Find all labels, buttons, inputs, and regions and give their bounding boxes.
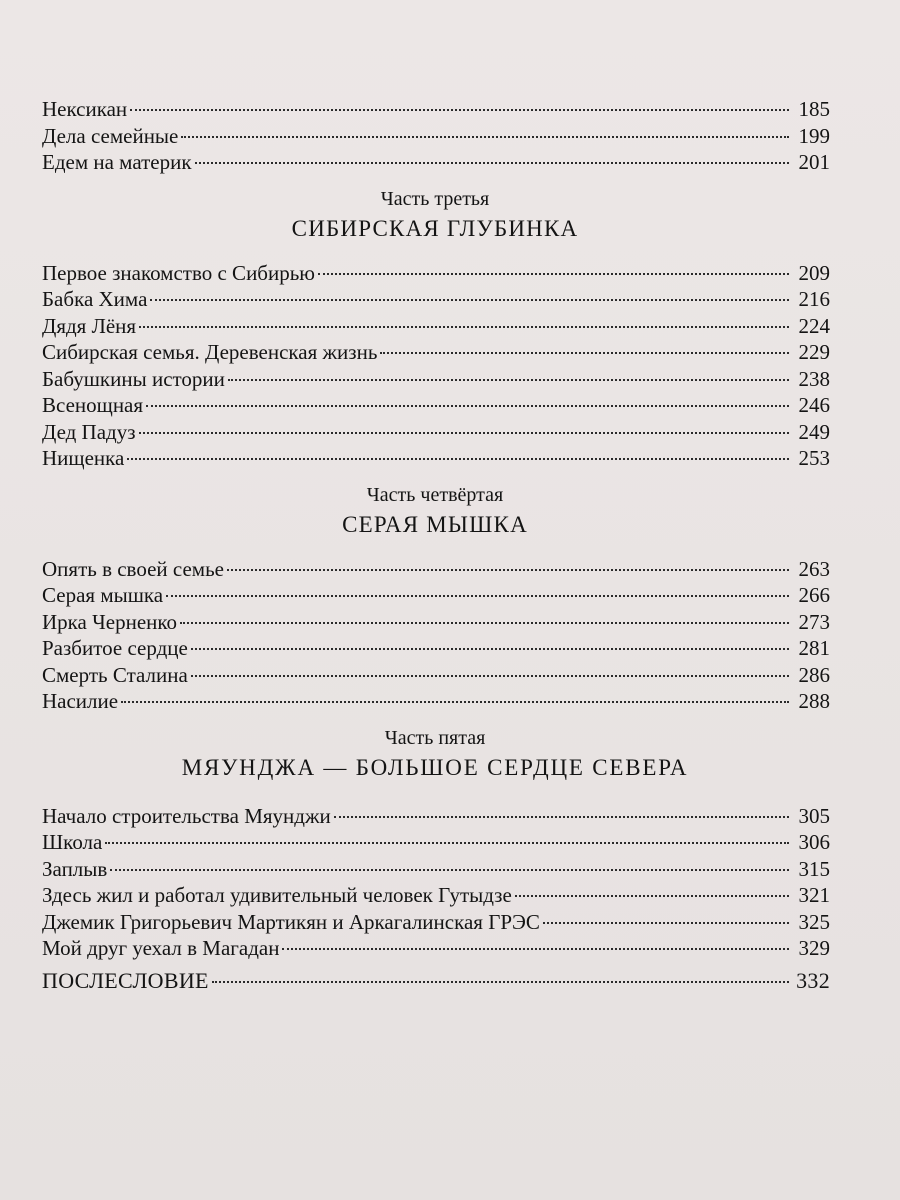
dot-leader: [334, 816, 789, 818]
toc-entry-page: 329: [798, 936, 830, 960]
toc-entry-page: 325: [798, 909, 830, 934]
toc-entry[interactable]: [40, 419, 830, 446]
toc-entry-title: Едем на материк: [42, 150, 192, 174]
toc-entry-page: 224: [798, 313, 830, 338]
dot-leader: [110, 869, 789, 871]
part-label: Часть третья: [380, 187, 490, 210]
toc-entry-page: 305: [798, 803, 830, 828]
toc-entry[interactable]: [40, 260, 830, 287]
toc-entry-title: Заплыв: [42, 856, 108, 881]
toc-entry-title: Ирка Черненко: [42, 609, 178, 634]
toc-entry-page: 263: [798, 556, 830, 581]
toc-entry-page: 249: [798, 419, 830, 444]
dot-leader: [227, 569, 789, 571]
toc-entry-title: Дед Падуз: [42, 419, 136, 444]
toc-entry[interactable]: [40, 829, 830, 856]
toc-entry[interactable]: [40, 688, 830, 715]
dot-leader: [228, 379, 789, 381]
toc-entry-page: 332: [796, 967, 830, 993]
dot-leader: [195, 162, 789, 164]
dot-leader: [121, 701, 789, 703]
toc-entry-page: 216: [798, 287, 830, 311]
toc-entry-title: Джемик Григорьевич Мартикян и Аркагалинская ГРЭС: [42, 909, 540, 934]
toc-entry-title: Первое знакомство с Сибирью: [42, 260, 315, 285]
toc-entry-page: 273: [798, 609, 830, 634]
dot-leader: [180, 622, 789, 624]
toc-entry[interactable]: [40, 366, 830, 393]
toc-entry-title: Нищенка: [42, 446, 125, 470]
dot-leader: [212, 981, 789, 983]
toc-entry-title: Серая мышка: [42, 583, 164, 607]
toc-entry[interactable]: [40, 803, 830, 830]
toc-entry-title: ПОСЛЕСЛОВИЕ: [42, 967, 209, 993]
toc-entry[interactable]: [40, 856, 830, 883]
toc-entry-title: Мой друг уехал в Магадан: [42, 936, 280, 960]
toc-entry-title: Дела семейные: [42, 123, 179, 148]
dot-leader: [139, 432, 789, 434]
toc-entry[interactable]: [40, 313, 830, 340]
dot-leader: [139, 326, 789, 328]
toc-entry[interactable]: [40, 96, 830, 123]
toc-entry-page: 288: [798, 689, 830, 713]
toc-entry-page: 209: [798, 260, 830, 285]
dot-leader: [380, 352, 789, 354]
dot-leader: [543, 922, 789, 924]
toc-entry-title: Сибирская семья. Деревенская жизнь: [42, 340, 378, 364]
toc-entry-page: 306: [798, 830, 830, 854]
toc-entry[interactable]: [40, 339, 830, 366]
dot-leader: [130, 109, 789, 111]
toc-entry[interactable]: [40, 882, 830, 909]
part-label: Часть четвёртая: [366, 483, 504, 506]
toc-entry-page: 315: [798, 856, 830, 881]
toc-entry-title: Смерть Сталина: [42, 662, 188, 687]
toc-entry-page: 281: [798, 636, 830, 660]
toc-entry-page: 321: [798, 883, 830, 907]
toc-entry-page: 229: [798, 340, 830, 364]
dot-leader: [166, 595, 789, 597]
dot-leader: [191, 675, 789, 677]
toc-entry[interactable]: [40, 609, 830, 636]
toc-entry[interactable]: [40, 935, 830, 962]
dot-leader: [146, 405, 789, 407]
toc-entry-page: 201: [798, 150, 830, 174]
dot-leader: [318, 273, 789, 275]
toc-entry[interactable]: [40, 286, 830, 313]
part-title: МЯУНДЖА — БОЛЬШОЕ СЕРДЦЕ СЕВЕРА: [181, 754, 689, 780]
toc-entry[interactable]: [40, 909, 830, 936]
toc-entry-title: Бабушкины истории: [42, 366, 225, 391]
toc-entry-afterword[interactable]: [40, 968, 830, 995]
toc-entry-title: Нексикан: [42, 97, 128, 121]
toc-entry-page: 286: [798, 662, 830, 687]
dot-leader: [515, 895, 789, 897]
part-title: СИБИРСКАЯ ГЛУБИНКА: [291, 215, 579, 241]
dot-leader: [181, 136, 789, 138]
toc-entry-page: 253: [798, 446, 830, 470]
toc-entry[interactable]: [40, 392, 830, 419]
toc-entry-title: Разбитое сердце: [42, 636, 188, 660]
toc-entry-page: 246: [798, 393, 830, 417]
toc-entry-page: 238: [798, 366, 830, 391]
part-label: Часть пятая: [384, 726, 486, 749]
dot-leader: [282, 948, 789, 950]
dot-leader: [150, 299, 789, 301]
dot-leader: [191, 648, 789, 650]
table-of-contents: [40, 96, 830, 994]
toc-entry[interactable]: [40, 662, 830, 689]
toc-entry[interactable]: [40, 123, 830, 150]
dot-leader: [105, 842, 789, 844]
part-title: СЕРАЯ МЫШКА: [342, 511, 528, 537]
toc-entry[interactable]: [40, 149, 830, 176]
toc-entry-title: Всенощная: [42, 393, 144, 417]
toc-entry-title: Дядя Лёня: [42, 313, 137, 338]
toc-entry-title: Насилие: [42, 689, 119, 713]
toc-entry-title: Здесь жил и работал удивительный человек Гутыдзе: [42, 883, 512, 907]
toc-entry-page: 185: [798, 97, 830, 121]
toc-entry-title: Начало строительства Мяунджи: [42, 803, 331, 828]
toc-entry[interactable]: [40, 556, 830, 583]
toc-entry-page: 266: [798, 583, 830, 607]
toc-entry[interactable]: [40, 445, 830, 472]
dot-leader: [127, 458, 789, 460]
toc-entry-title: Бабка Хима: [42, 287, 148, 311]
toc-entry-title: Опять в своей семье: [42, 556, 224, 581]
toc-entry[interactable]: [40, 635, 830, 662]
toc-entry-page: 199: [798, 123, 830, 148]
toc-entry[interactable]: [40, 582, 830, 609]
toc-entry-title: Школа: [42, 830, 103, 854]
